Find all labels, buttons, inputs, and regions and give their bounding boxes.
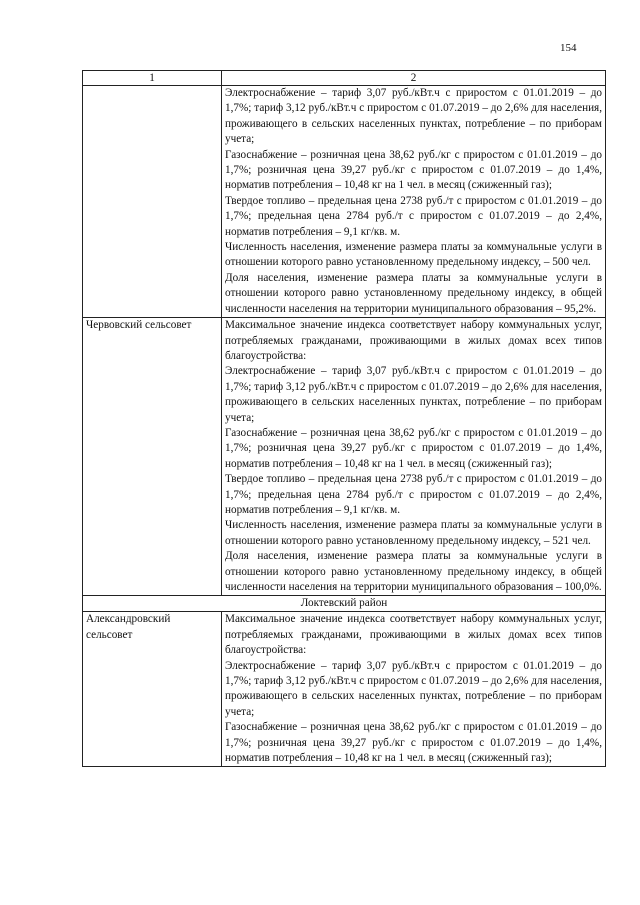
municipality-name: Александровский сельсовет: [83, 612, 222, 767]
paragraph: Электроснабжение – тариф 3,07 руб./кВт.ч с приростом с 01.01.2019 – до 1,7%; тариф 3,12 руб./кВт.ч с приростом с 01.07.2019 – до 2,6% для населения, проживающего в сельских населенных пунктах, потребление – по приборам учета;: [225, 365, 602, 424]
header-row: [83, 71, 606, 86]
paragraph: Численность населения, изменение размера платы за коммунальные услуги в отношении которого равно установленному предельному индексу, – 521 чел.: [225, 519, 602, 547]
paragraph: Электроснабжение – тариф 3,07 руб./кВт.ч с приростом с 01.01.2019 – до 1,7%; тариф 3,12 руб./кВт.ч с приростом с 01.07.2019 – до 2,6% для населения, проживающего в сельских населенных пунктах, потребление – по приборам учета;: [225, 659, 602, 718]
paragraph: Газоснабжение – розничная цена 38,62 руб./кг с приростом с 01.01.2019 – до 1,7%; розничная цена 39,27 руб./кг с приростом с 01.07.2019 – до 1,4%, норматив потребления – 10,48 кг на 1 чел. в месяц (сжиженный газ);: [225, 426, 602, 470]
paragraph: Доля населения, изменение размера платы за коммунальные услуги в отношении которого равно установленному предельному индексу, в общей численности населения на территории муниципального образования – 100,0%.: [225, 550, 602, 593]
paragraph: Газоснабжение – розничная цена 38,62 руб./кг с приростом с 01.01.2019 – до 1,7%; розничная цена 39,27 руб./кг с приростом с 01.07.2019 – до 1,4%, норматив потребления – 10,48 кг на 1 чел. в месяц (сжиженный газ);: [225, 721, 602, 765]
column-header-1: 1: [83, 71, 222, 86]
paragraph: Максимальное значение индекса соответствует набору коммунальных услуг, потребляемых гражданами, проживающими в жилых домах всех типов благоустройства:: [225, 319, 602, 362]
region-row: [83, 596, 606, 612]
page-number: 154: [560, 42, 577, 54]
column-header-2: 2: [222, 71, 606, 86]
municipality-name: [83, 86, 222, 318]
index-description: [222, 318, 606, 596]
index-description: [222, 612, 606, 767]
tariff-table: [82, 70, 606, 767]
index-description: [222, 86, 606, 318]
region-title: Локтевский район: [83, 596, 606, 612]
paragraph: Электроснабжение – тариф 3,07 руб./кВт.ч с приростом с 01.01.2019 – до 1,7%; тариф 3,12 руб./кВт.ч с приростом с 01.07.2019 – до 2,6% для населения, проживающего в сельских населенных пунктах, потребление – по приборам учета;: [225, 87, 602, 146]
municipality-name: Червовский сельсовет: [83, 318, 222, 596]
table-row: [83, 86, 606, 318]
paragraph: Максимальное значение индекса соответствует набору коммунальных услуг, потребляемых гражданами, проживающими в жилых домах всех типов благоустройства:: [225, 613, 602, 657]
paragraph: Твердое топливо – предельная цена 2738 руб./т с приростом с 01.01.2019 – до 1,7%; предельная цена 2784 руб./т с приростом с 01.07.2019 – до 2,4%, норматив потребления – 9,1 кг/кв. м.: [225, 473, 602, 516]
paragraph: Доля населения, изменение размера платы за коммунальные услуги в отношении которого равно установленному предельному индексу, в общей численности населения на территории муниципального образования – 95,2%.: [225, 271, 602, 315]
table-row: [83, 318, 606, 596]
table-row: [83, 612, 606, 767]
paragraph: Численность населения, изменение размера платы за коммунальные услуги в отношении которого равно установленному предельному индексу, – 500 чел.: [225, 241, 602, 269]
paragraph: Газоснабжение – розничная цена 38,62 руб./кг с приростом с 01.01.2019 – до 1,7%; розничная цена 39,27 руб./кг с приростом с 01.07.2019 – до 1,4%, норматив потребления – 10,48 кг на 1 чел. в месяц (сжиженный газ);: [225, 148, 602, 192]
paragraph: Твердое топливо – предельная цена 2738 руб./т с приростом с 01.01.2019 – до 1,7%; предельная цена 2784 руб./т с приростом с 01.07.2019 – до 2,4%, норматив потребления – 9,1 кг/кв. м.: [225, 194, 602, 238]
